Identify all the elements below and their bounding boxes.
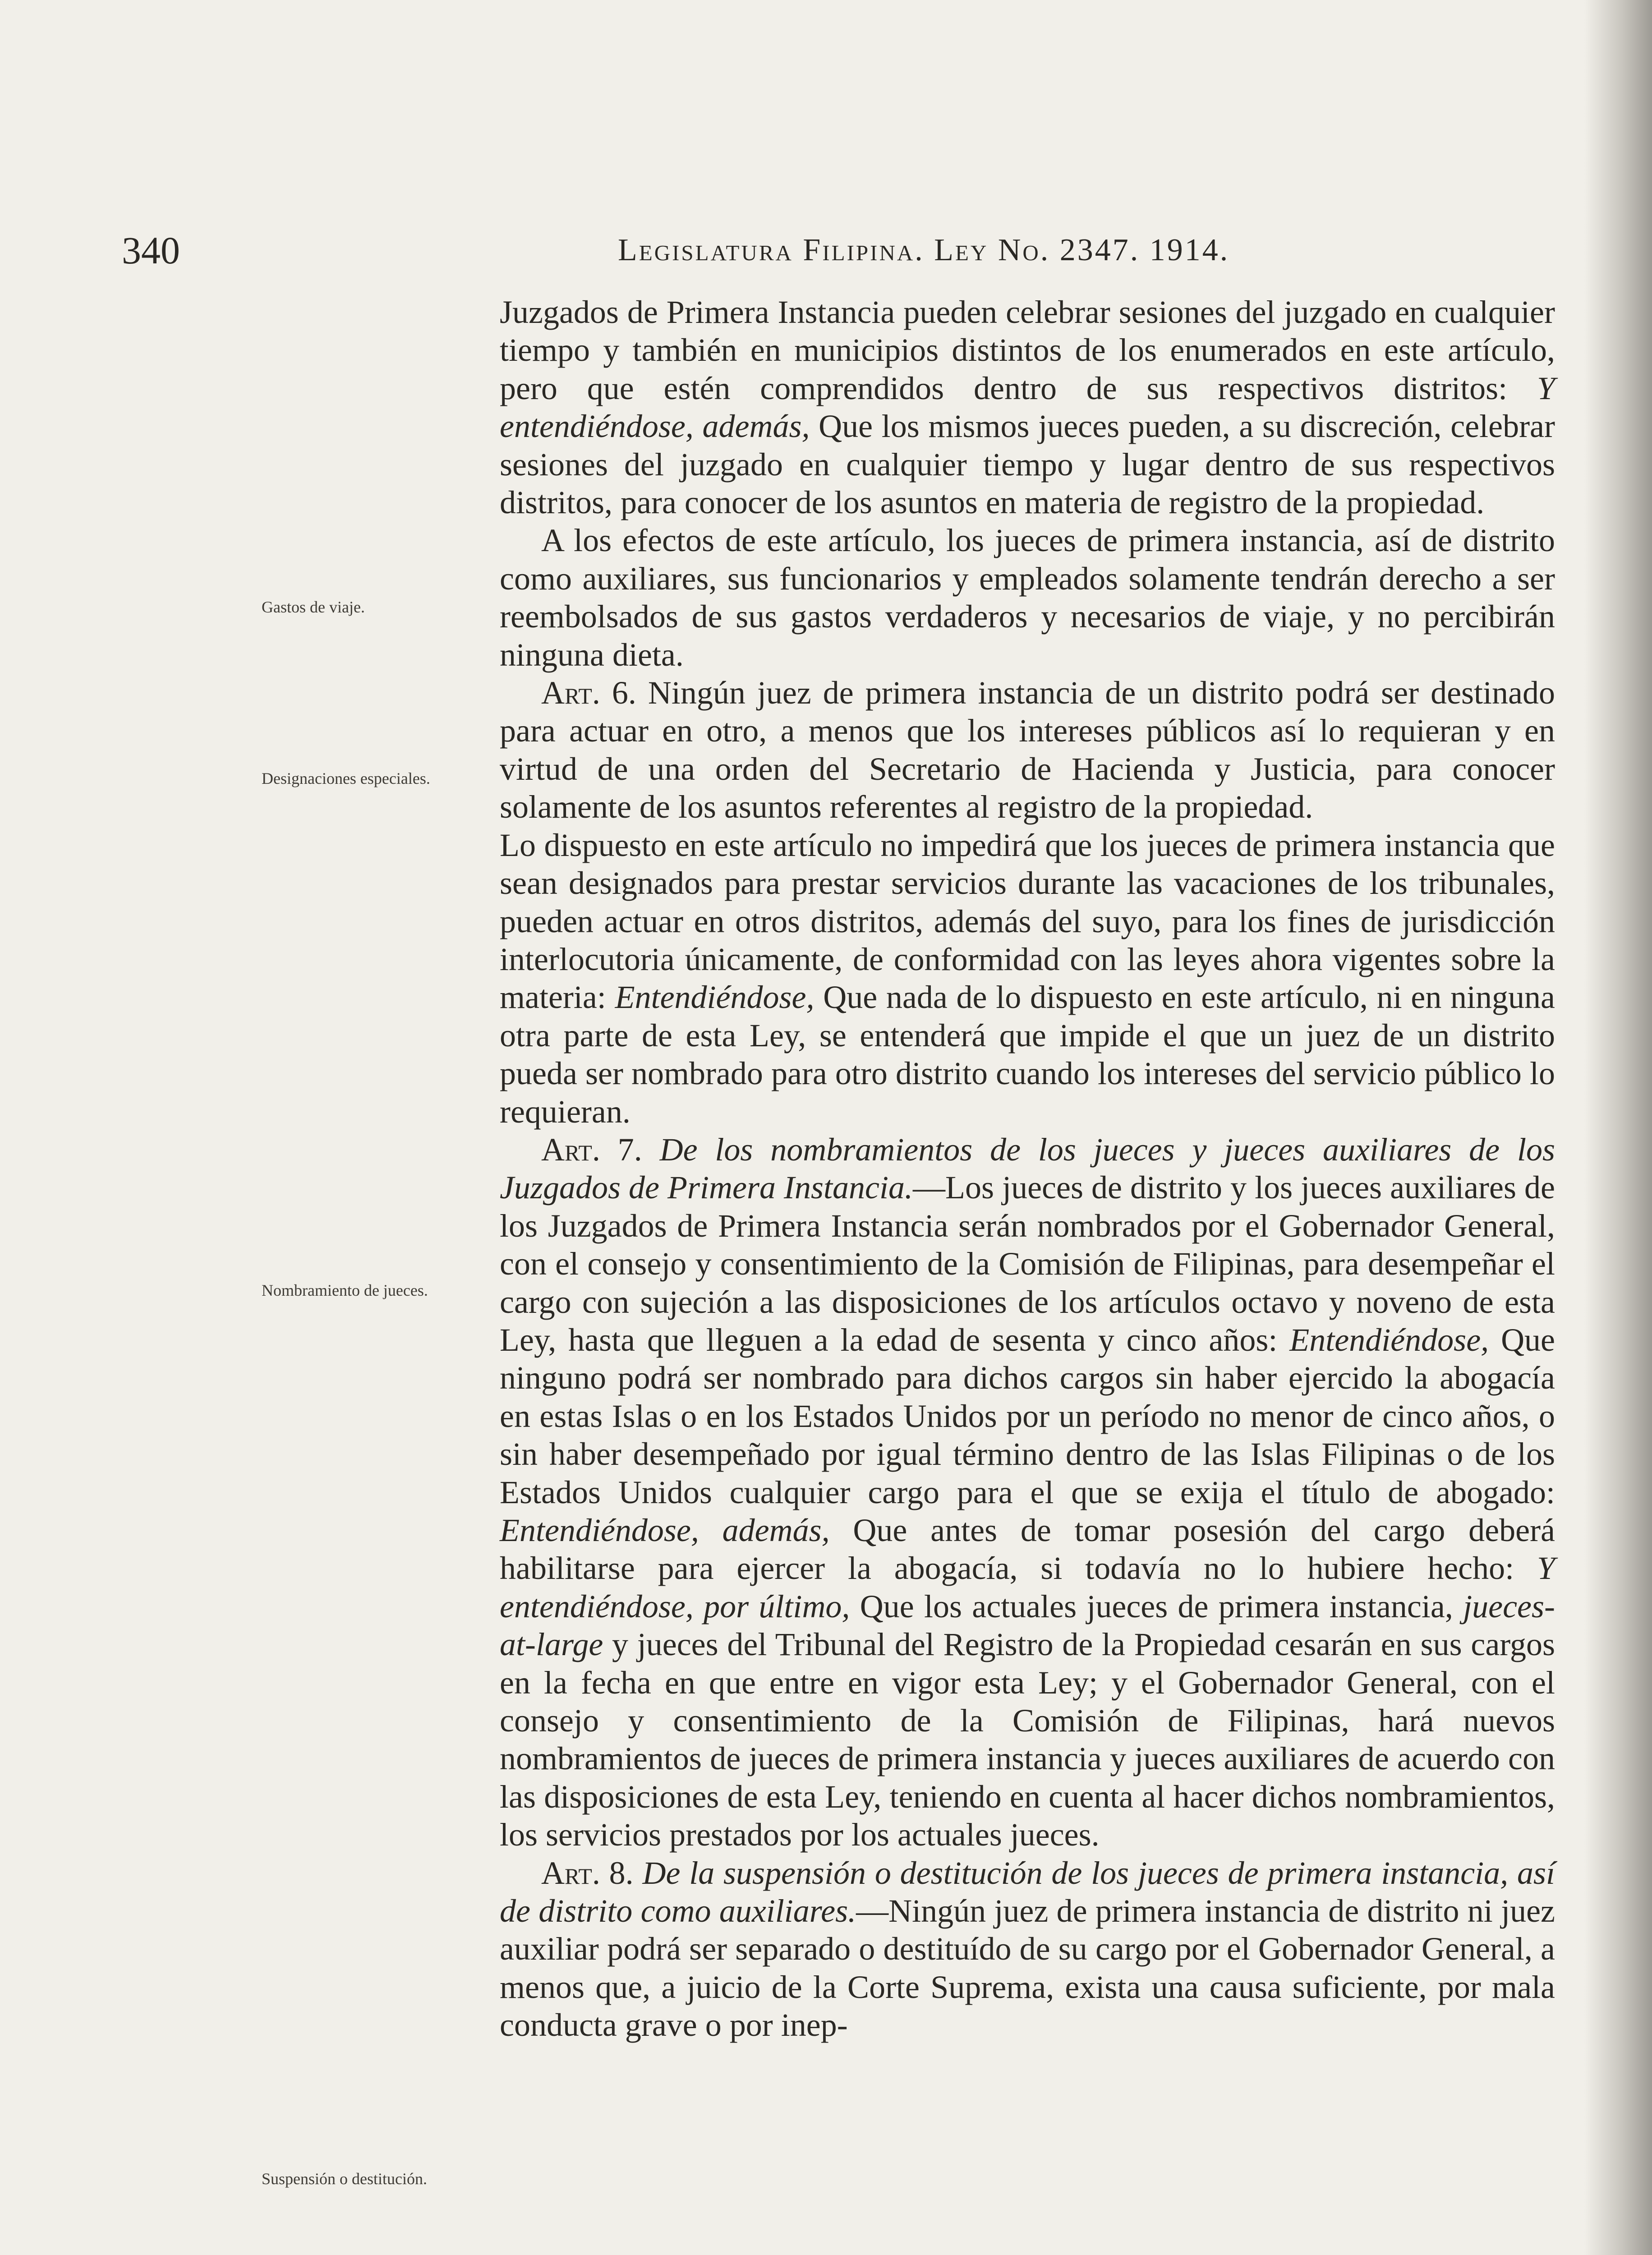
article-text: Que antes de tomar posesión del cargo deberá habilitarse para ejercer la abogacía, si todavía no lo hubiere hecho: <box>500 1512 1555 1587</box>
paragraph <box>500 521 1555 674</box>
article-text: y jueces del Tribunal del Registro de la Propiedad cesarán en sus cargos en la fecha en que entre en vigor esta Ley; y el Gobernador General, con el consejo y consentimiento de la Comisión de Filipinas, hará nuevos nombramientos de jueces de primera instancia y jueces auxiliares de acuerdo con las disposiciones de esta Ley, teniendo en cuenta al hacer dichos nombramientos, los servicios prestados por los actuales jueces. <box>500 1626 1555 1853</box>
paragraph-text: A los efectos de este artículo, los jueces de primera instancia, así de distrito como auxiliares, sus funcionarios y empleados solamente tendrán derecho a ser reembolsados de sus gastos verdaderos y necesarios de viaje, y no percibirán ninguna dieta. <box>500 522 1555 673</box>
article-title: De la suspensión o destitución de los jueces de primera instancia, así de distrito como auxiliares. <box>500 1855 1555 1929</box>
page-header <box>113 226 1448 275</box>
proviso: Entendiéndose, <box>1289 1321 1489 1358</box>
paragraph-text: Que los mismos jueces pueden, a su discreción, celebrar sesiones del juzgado en cualquier tiempo y lugar dentro de sus respectivos distritos, para conocer de los asuntos en materia de registro de la propiedad. <box>500 408 1555 521</box>
running-head: Legislatura Filipina. Ley No. 2347. 1914. <box>618 233 1230 267</box>
page-gutter-shadow <box>1584 0 1652 2255</box>
paragraph-text: Juzgados de Primera Instancia pueden celebrar sesiones del juzgado en cualquier tiempo y también en municipios distintos de los enumerados en este artículo, pero que estén comprendidos dentro de sus respectivos distritos: <box>500 294 1555 406</box>
italic-term: jueces-at-large <box>500 1588 1555 1663</box>
article-7 <box>500 1131 1555 1854</box>
paragraph-text: Que nada de lo dispuesto en este artículo, ni en ninguna otra parte de esta Ley, se entenderá que impide el que un juez de un distrito pueda ser nombrado para otro distrito cuando los intereses del servicio público lo requieran. <box>500 979 1555 1130</box>
article-8 <box>500 1854 1555 2044</box>
margin-note-designaciones: Designaciones especiales. <box>262 769 430 787</box>
article-label: Art. 6. <box>541 675 636 711</box>
article-label: Art. 7. <box>541 1131 642 1168</box>
page-number: 340 <box>122 229 180 272</box>
article-text: Ningún juez de primera instancia de un distrito podrá ser destinado para actuar en otro, a menos que los intereses públicos así lo requieran y en virtud de una orden del Secretario de Hacienda y Justicia, para conocer solamente de los asuntos referentes al registro de la propiedad. <box>500 675 1555 825</box>
article-text: —Ningún juez de primera instancia de distrito ni juez auxiliar podrá ser separado o destituído de su cargo por el Gobernador General, a menos que, a juicio de la Corte Suprema, exista una causa suficiente, por mala conducta grave o por inep- <box>500 1893 1555 2043</box>
margin-note-nombramiento: Nombramiento de jueces. <box>262 1281 428 1299</box>
margin-note-gastos: Gastos de viaje. <box>262 598 365 616</box>
paragraph-text: Lo dispuesto en este artículo no impedirá que los jueces de primera instancia que sean designados para prestar servicios durante las vacaciones de los tribunales, pueden actuar en otros distritos, además del suyo, para los fines de jurisdicción interlocutoria únicamente, de conformidad con las leyes ahora vigentes sobre la materia: <box>500 827 1555 1016</box>
proviso: Y entendiéndose, por último, <box>500 1550 1555 1625</box>
proviso: Entendiéndose, <box>615 979 814 1016</box>
proviso: Y entendiéndose, además, <box>500 370 1555 445</box>
margin-note-suspension: Suspensión o destitución. <box>262 2170 427 2188</box>
article-6 <box>500 674 1555 826</box>
article-title: De los nombramientos de los jueces y jueces auxiliares de los Juzgados de Primera Instancia. <box>500 1131 1555 1206</box>
article-text: Que ninguno podrá ser nombrado para dichos cargos sin haber ejercido la abogacía en estas Islas o en los Estados Unidos por un período no menor de cinco años, o sin haber desempeñado por igual término dentro de las Islas Filipinas o de los Estados Unidos cualquier cargo para el que se exija el título de abogado: <box>500 1321 1555 1510</box>
proviso: Entendiéndose, además, <box>500 1512 830 1548</box>
paragraph <box>500 826 1555 1131</box>
article-text: —Los jueces de distrito y los jueces auxiliares de los Juzgados de Primera Instancia serán nombrados por el Gobernador General, con el consejo y consentimiento de la Comisión de Filipinas, para desempeñar el cargo con sujeción a las disposiciones de los artículos octavo y noveno de esta Ley, hasta que lleguen a la edad de sesenta y cinco años: <box>500 1169 1555 1358</box>
body-text <box>500 293 1555 2044</box>
article-text: Que los actuales jueces de primera instancia, <box>860 1588 1453 1625</box>
article-label: Art. 8. <box>541 1855 634 1891</box>
paragraph <box>500 293 1555 521</box>
